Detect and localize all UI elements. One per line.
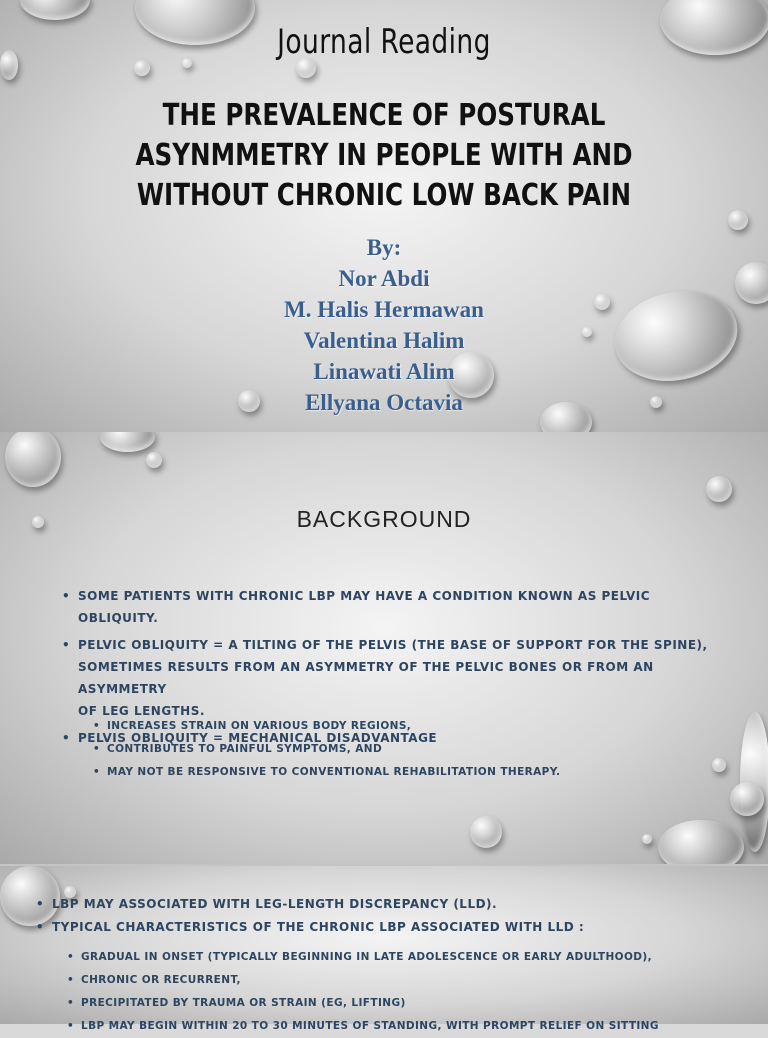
water-drop — [0, 50, 18, 80]
list-item: • PELVIC OBLIQUITY = A TILTING OF THE PELVIS (THE BASE OF SUPPORT FOR THE SPINE), SOMETIMES RESULTS FROM AN ASYMMETRY OF THE PELVIC BONES OR FROM AN ASYMMETRY OF LEG LENGTHS. — [78, 634, 718, 722]
sub-bullet-list — [93, 715, 707, 784]
list-item: • GRADUAL IN ONSET (TYPICALLY BEGINNING IN LATE ADOLESCENCE OR EARLY ADULTHOOD), — [81, 946, 761, 969]
journal-reading-label: Journal Reading — [277, 22, 491, 62]
water-drop — [728, 210, 748, 230]
water-drop — [470, 816, 502, 848]
water-drop — [134, 60, 150, 76]
bullet-dot: • — [67, 974, 75, 986]
water-drop — [730, 782, 764, 816]
water-drop — [100, 432, 155, 452]
list-item: • TYPICAL CHARACTERISTICS OF THE CHRONIC LBP ASSOCIATED WITH LLD : — [52, 916, 752, 939]
water-drop — [0, 866, 60, 926]
bullet-dot: • — [62, 589, 71, 603]
bullet-dot: • — [93, 720, 101, 732]
author-name: Linawati Alim — [313, 359, 455, 384]
list-item: • MAY NOT BE RESPONSIVE TO CONVENTIONAL REHABILITATION THERAPY. — [107, 761, 707, 784]
section-heading: BACKGROUND — [296, 506, 472, 532]
bullet-dot: • — [36, 920, 45, 934]
list-item: • PELVIS OBLIQUITY = MECHANICAL DISADVANTAGE — [78, 727, 718, 749]
bullet-dot: • — [67, 997, 75, 1009]
water-drop — [5, 432, 61, 487]
author-name: Ellyana Octavia — [305, 390, 463, 415]
list-item: • LBP MAY BEGIN WITHIN 20 TO 30 MINUTES OF STANDING, WITH PROMPT RELIEF ON SITTING — [81, 1015, 761, 1038]
bullet-dot: • — [67, 1020, 75, 1032]
water-drop — [658, 820, 744, 864]
bullet-dot: • — [93, 743, 101, 755]
bullet-dot: • — [62, 638, 71, 652]
bullet-dot: • — [36, 897, 45, 911]
sub-bullet-list — [67, 946, 761, 1038]
bullet-dot: • — [93, 766, 101, 778]
list-item: • LBP MAY ASSOCIATED WITH LEG-LENGTH DISCREPANCY (LLD). — [52, 893, 752, 916]
water-drop — [712, 758, 726, 772]
list-item: • PRECIPITATED BY TRAUMA OR STRAIN (EG, LIFTING) — [81, 992, 761, 1015]
title-slide — [0, 0, 768, 432]
water-drop — [20, 0, 90, 20]
author-name: Valentina Halim — [303, 328, 465, 353]
bullet-dot: • — [62, 731, 71, 745]
water-drop — [642, 834, 652, 844]
author-name: M. Halis Hermawan — [284, 297, 484, 322]
water-drop — [706, 476, 732, 502]
water-drop — [146, 452, 162, 468]
by-label: By: — [366, 235, 402, 260]
bullet-list — [36, 893, 752, 939]
list-item: • INCREASES STRAIN ON VARIOUS BODY REGIONS, — [107, 715, 707, 738]
list-item: • CHRONIC OR RECURRENT, — [81, 969, 761, 992]
list-item: • CONTRIBUTES TO PAINFUL SYMPTOMS, AND — [107, 738, 707, 761]
author-list — [0, 232, 768, 418]
slide-title: THE PREVALENCE OF POSTURAL ASYNMMETRY IN PEOPLE WITH AND WITHOUT CHRONIC LOW BACK PAIN — [135, 98, 633, 213]
list-item: • SOME PATIENTS WITH CHRONIC LBP MAY HAVE A CONDITION KNOWN AS PELVIC OBLIQUITY. — [78, 585, 718, 629]
bullet-dot: • — [67, 951, 75, 963]
author-name: Nor Abdi — [338, 266, 430, 291]
